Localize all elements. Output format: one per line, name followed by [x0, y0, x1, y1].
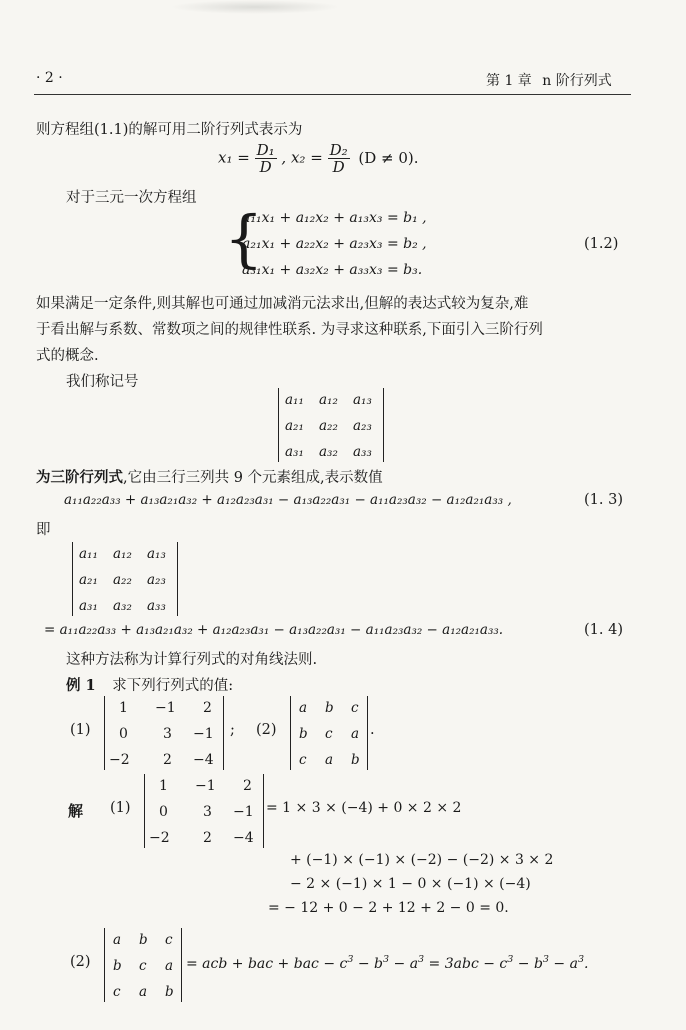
det-entry: a₃₂ [113, 598, 132, 614]
intro-line: 则方程组(1.1)的解可用二阶行列式表示为 [36, 122, 303, 138]
solution-label: 解 [68, 802, 84, 820]
paragraph-line-2: 于看出解与系数、常数项之间的规律性联系. 为寻求这种联系,下面引入三阶行列 [36, 322, 543, 338]
fraction-d2-over-d [328, 142, 350, 175]
diagonal-rule-text: 这种方法称为计算行列式的对角线法则. [66, 652, 318, 668]
det-entry: −1 [233, 804, 254, 820]
det-entry: b [351, 752, 360, 768]
det-entry: a [351, 726, 360, 742]
det-entry: a₂₁ [285, 418, 304, 434]
exponent: 3 [507, 954, 514, 965]
det-entry: a₂₃ [353, 418, 372, 434]
equation-label-1-4: (1. 4) [584, 622, 623, 638]
term: − b [513, 956, 543, 972]
det-entry: a₁₂ [319, 392, 338, 408]
solution-formula [218, 142, 419, 175]
det-entry: 3 [203, 804, 212, 820]
term-third-order-determinant: 为三阶行列式 [36, 469, 123, 486]
x2-lhs: , x₂ = [281, 148, 323, 167]
det-entry: 2 [163, 752, 172, 768]
term: . [583, 956, 589, 972]
fraction-d1-over-d [255, 142, 277, 175]
paragraph-line-1: 如果满足一定条件,则其解也可通过加减消元法求出,但解的表达式较为复杂,难 [36, 296, 529, 312]
definition-line [36, 466, 383, 487]
determinant-equals-expansion: = a₁₁a₂₂a₃₃ + a₁₃a₂₁a₃₂ + a₁₂a₂₃a₃₁ − a₁₃a₂₂a₃₁ − a₁₁a₂₃a₃₂ − a₁₂a₂₁a₃₃. [44, 622, 504, 638]
term: = 3abc − c [424, 956, 508, 972]
term: − a [389, 956, 419, 972]
header-rule [34, 94, 631, 95]
det-entry: c [325, 726, 333, 742]
chapter-title: n 阶行列式 [542, 73, 612, 89]
det-entry: b [113, 958, 122, 974]
det-entry: a₃₁ [79, 598, 98, 614]
det-entry: −4 [233, 830, 254, 846]
det-entry: a₁₁ [79, 546, 98, 562]
system-intro: 对于三元一次方程组 [66, 190, 197, 206]
exponent: 3 [542, 954, 549, 965]
det-entry: −1 [195, 778, 216, 794]
x1-lhs: x₁ = [218, 148, 250, 167]
det-entry: a₂₃ [147, 572, 166, 588]
chapter-number: 第 1 章 [486, 73, 532, 89]
system-brace: { [224, 202, 264, 275]
det-entry: a₁₁ [285, 392, 304, 408]
symbol-intro: 我们称记号 [66, 374, 139, 390]
exponent: 3 [347, 954, 354, 965]
det-entry: a₂₂ [319, 418, 338, 434]
equation-2: a₂₁x₁ + a₂₂x₂ + a₂₃x₃ = b₂ , [242, 236, 427, 252]
det-entry: a [325, 752, 334, 768]
definition-text: ,它由三行三列共 9 个元素组成,表示数值 [123, 470, 383, 486]
solution-part-2-label: (2) [70, 954, 91, 970]
paragraph-line-3: 式的概念. [36, 348, 99, 364]
separator: ; [230, 722, 235, 738]
det-entry: b [325, 700, 334, 716]
condition: (D ≠ 0). [358, 148, 419, 167]
denominator-d: D [259, 158, 272, 176]
det-entry: a₃₃ [147, 598, 166, 614]
term: = acb + bac + bac − c [186, 956, 348, 972]
exponent: 3 [577, 954, 584, 965]
solution-line-1: = 1 × 3 × (−4) + 0 × 2 × 2 [266, 800, 462, 816]
det-entry: a₃₁ [285, 444, 304, 460]
scan-smudge [170, 0, 340, 14]
det-entry: c [351, 700, 359, 716]
det-entry: a₁₃ [353, 392, 372, 408]
det-entry: 1 [159, 778, 168, 794]
determinant-1-4 [72, 542, 178, 616]
det-entry: −1 [155, 700, 176, 716]
expansion-formula: a₁₁a₂₂a₃₃ + a₁₃a₂₁a₃₂ + a₁₂a₂₃a₃₁ − a₁₃a₂₂a₃₁ − a₁₁a₂₃a₃₂ − a₁₂a₂₁a₃₃ , [64, 492, 512, 508]
det-entry: 0 [159, 804, 168, 820]
det-entry: a [113, 932, 122, 948]
example-label: 例 1 [66, 677, 96, 694]
exponent: 3 [383, 954, 390, 965]
example-determinant-1 [104, 696, 224, 770]
det-entry: 2 [203, 700, 212, 716]
ji-text: 即 [36, 522, 51, 538]
det-entry: a₁₂ [113, 546, 132, 562]
det-entry: a [165, 958, 174, 974]
numerator-d2: D₂ [329, 141, 348, 159]
det-entry: a₃₂ [319, 444, 338, 460]
example-determinant-2 [290, 696, 368, 770]
equation-label-1-2: (1.2) [584, 236, 619, 252]
example-part-2-label: (2) [256, 722, 277, 738]
exponent: 3 [418, 954, 425, 965]
det-entry: c [165, 932, 173, 948]
solution-line-2: + (−1) × (−1) × (−2) − (−2) × 3 × 2 [290, 852, 554, 868]
equation-1: a₁₁x₁ + a₁₂x₂ + a₁₃x₃ = b₁ , [242, 210, 427, 226]
det-entry: a₃₃ [353, 444, 372, 460]
determinant-symbol [278, 388, 384, 462]
running-header [486, 70, 612, 90]
solution-part-1-label: (1) [110, 800, 131, 816]
det-entry: −4 [193, 752, 214, 768]
equation-label-1-3: (1. 3) [584, 492, 623, 508]
example-end-period: . [370, 722, 375, 738]
solution-determinant-2 [104, 928, 182, 1002]
det-entry: b [299, 726, 308, 742]
det-entry: c [299, 752, 307, 768]
solution-line-3: − 2 × (−1) × 1 − 0 × (−1) × (−4) [290, 876, 531, 892]
solution-line-5 [186, 954, 588, 972]
det-entry: b [139, 932, 148, 948]
solution-determinant-1 [144, 774, 264, 848]
det-entry: 2 [243, 778, 252, 794]
equation-3: a₃₁x₁ + a₃₂x₂ + a₃₃x₃ = b₃. [242, 262, 423, 278]
det-entry: −1 [193, 726, 214, 742]
det-entry: a₁₃ [147, 546, 166, 562]
det-entry: −2 [109, 752, 130, 768]
det-entry: b [165, 984, 174, 1000]
numerator-d1: D₁ [256, 141, 275, 159]
det-entry: a₂₂ [113, 572, 132, 588]
example-heading [66, 674, 233, 695]
det-entry: a₂₁ [79, 572, 98, 588]
term: − b [353, 956, 384, 972]
det-entry: c [139, 958, 147, 974]
det-entry: 3 [163, 726, 172, 742]
det-entry: a [139, 984, 148, 1000]
example-part-1-label: (1) [70, 722, 91, 738]
det-entry: 0 [119, 726, 128, 742]
example-prompt: 求下列行列式的值: [112, 678, 234, 694]
det-entry: 2 [203, 830, 212, 846]
term: − a [548, 956, 578, 972]
det-entry: c [113, 984, 121, 1000]
denominator-d-2: D [332, 158, 345, 176]
det-entry: −2 [149, 830, 170, 846]
page-number: · 2 · [36, 70, 63, 86]
solution-line-4: = − 12 + 0 − 2 + 12 + 2 − 0 = 0. [268, 900, 509, 916]
det-entry: 1 [119, 700, 128, 716]
det-entry: a [299, 700, 308, 716]
